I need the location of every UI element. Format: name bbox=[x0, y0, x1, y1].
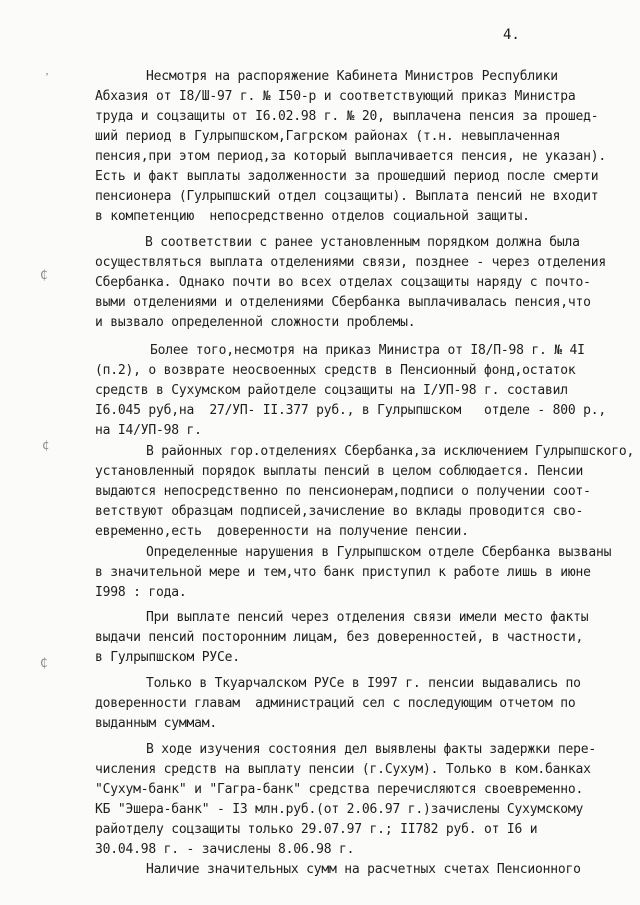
page-number: 4. bbox=[503, 27, 520, 43]
margin-mark: ₵ bbox=[40, 268, 48, 282]
text-line: доверенности главам администраций сел с последующим отчетом по bbox=[95, 696, 576, 711]
text-line: числения средств на выплату пенсии (г.Сухум). Только в ком.банках bbox=[95, 762, 591, 777]
text-line: выдачи пенсий посторонним лицам, без доверенностей, в частности, bbox=[95, 630, 584, 645]
text-line: Наличие значительных сумм на расчетных счетах Пенсионного bbox=[146, 862, 581, 877]
text-line: выми отделениями и отделениями Сбербанка выплачивалась пенсия,что bbox=[95, 295, 591, 310]
text-line: и вызвало определенной сложности проблемы. bbox=[95, 315, 416, 330]
text-line: I998 : года. bbox=[95, 585, 187, 600]
text-line: КБ "Эшера-банк" - I3 млн.руб.(от 2.06.97 г.)зачислены Сухумскому bbox=[95, 802, 584, 817]
text-line: райотделу соцзащиты только 29.07.97 г.; II782 руб. от I6 и bbox=[95, 822, 538, 837]
text-line: Более того,несмотря на приказ Министра от I8/П-98 г. № 4I bbox=[150, 343, 585, 358]
text-line: Сбербанка. Однако почти во всех отделах соцзащиты наряду с почто- bbox=[95, 275, 591, 290]
text-line: В ходе изучения состояния дел выявлены факты задержки пере- bbox=[146, 742, 596, 757]
text-line: в компетенцию непосредственно отделов социальной защиты. bbox=[95, 209, 530, 224]
text-line: ветствуют образцам подписей,зачисление во вклады проводится сво- bbox=[95, 504, 584, 519]
text-line: выданным суммам. bbox=[95, 716, 218, 731]
text-line: Определенные нарушения в Гулрыпшском отделе Сбербанка вызваны bbox=[146, 545, 612, 560]
text-line: на I4/УП-98 г. bbox=[95, 423, 202, 438]
text-line: При выплате пенсий через отделения связи имели место факты bbox=[146, 610, 589, 625]
text-line: Есть и факт выплаты задолженности за прошедший период после смерти bbox=[95, 169, 599, 184]
text-line: В районных гор.отделениях Сбербанка,за исключением Гулрыпшского, bbox=[146, 444, 635, 459]
margin-mark: ¢ bbox=[42, 438, 50, 452]
text-line: евременно,есть доверенности на получение пенсии. bbox=[95, 524, 469, 539]
margin-mark: ₵ bbox=[40, 656, 48, 670]
text-line: ший период в Гулрыпшском,Гагрском районах (т.н. невыплаченная bbox=[95, 129, 561, 144]
text-line: 30.04.98 г. - зачислены 8.06.98 г. bbox=[95, 842, 355, 857]
text-line: Абхазия от I8/Ш-97 г. № I50-р и соответствующий приказ Министра bbox=[95, 89, 576, 104]
text-line: труда и соцзащиты от I6.02.98 г. № 20, выплачена пенсия за прошед- bbox=[95, 109, 599, 124]
text-line: (п.2), о возврате неосвоенных средств в Пенсионный фонд,остаток bbox=[95, 363, 576, 378]
text-line: выдаются непосредственно по пенсионерам,подписи о получении соот- bbox=[95, 484, 591, 499]
text-line: установленный порядок выплаты пенсий в целом соблюдается. Пенсии bbox=[95, 464, 584, 479]
text-line: пенсия,при этом период,за который выплачивается пенсия, не указан). bbox=[95, 149, 606, 164]
text-line: Несмотря на распоряжение Кабинета Министров Республики bbox=[146, 69, 558, 84]
text-line: осуществляться выплата отделениями связи, позднее - через отделения bbox=[95, 255, 606, 270]
text-line: В соответствии с ранее установленным порядком должна была bbox=[145, 235, 580, 250]
text-line: I6.045 руб,на 27/УП- II.377 руб., в Гулрыпшском отделе - 800 р., bbox=[95, 403, 606, 418]
margin-mark: ᾿ bbox=[44, 72, 50, 86]
text-line: средств в Сухумском райотделе соцзащиты на I/УП-98 г. составил bbox=[95, 383, 568, 398]
text-line: в Гулрыпшском РУСе. bbox=[95, 650, 240, 665]
text-line: пенсионера (Гулрыпшский отдел соцзащиты). Выплата пенсий не входит bbox=[95, 189, 599, 204]
text-line: "Сухум-банк" и "Гагра-банк" средства перечисляются своевременно. bbox=[95, 782, 584, 797]
text-line: Только в Ткуарчалском РУСе в I997 г. пенсии выдавались по bbox=[146, 676, 581, 691]
text-line: в значительной мере и тем,что банк приступил к работе лишь в июне bbox=[95, 565, 591, 580]
